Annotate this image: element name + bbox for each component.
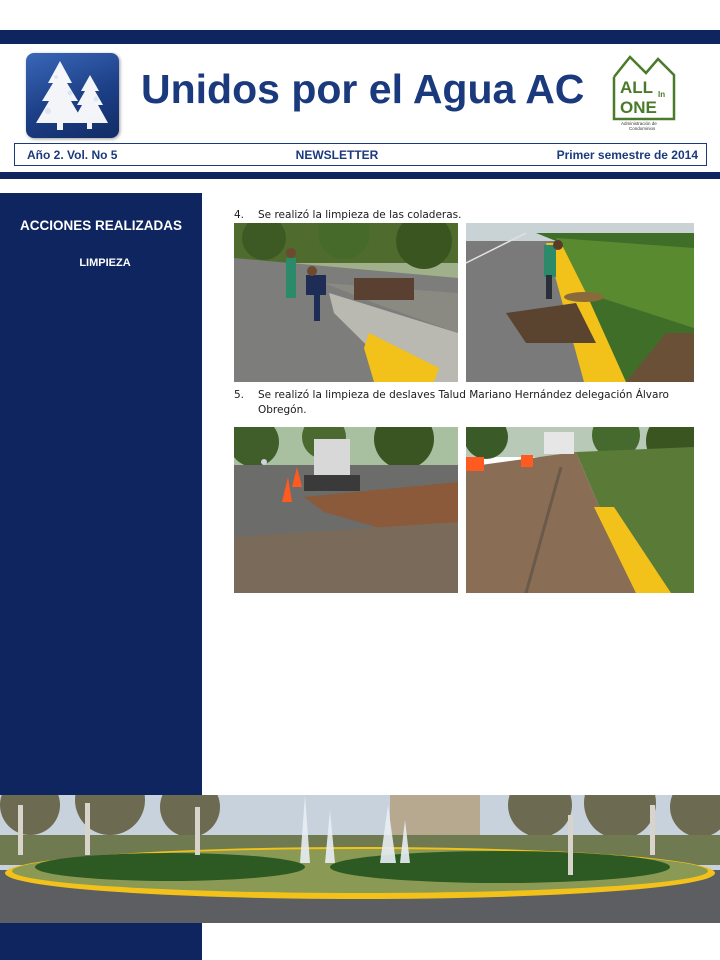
partner-logo-line2: In — [658, 90, 666, 99]
photo-landslide-cleaning-2 — [466, 427, 694, 593]
newsletter-info-bar — [14, 143, 707, 166]
partner-logo-line3: ONE — [620, 98, 657, 117]
item-number: 5. — [234, 389, 245, 401]
item-text: Se realizó la limpieza de las coladeras. — [258, 209, 462, 221]
item-text: Se realizó la limpieza de deslaves Talud Mariano Hernández delegación Álvaro Obregón. — [258, 389, 669, 416]
partner-logo-caption1: Administración de — [621, 121, 657, 126]
item-number: 4. — [234, 209, 245, 221]
issue-label: Año 2. Vol. No 5 — [27, 147, 118, 162]
photo-drain-cleaning-1 — [234, 223, 458, 382]
all-in-one-logo — [608, 53, 680, 133]
list-item-5 — [234, 388, 704, 418]
period-label: Primer semestre de 2014 — [556, 147, 698, 162]
list-item-4 — [234, 208, 704, 223]
partner-logo-caption2: Condominios — [629, 126, 656, 131]
header-top-bar — [0, 30, 720, 44]
photo-landslide-cleaning-1 — [234, 427, 458, 593]
newsletter-label: NEWSLETTER — [295, 147, 379, 162]
header-bottom-bar — [0, 172, 720, 179]
page-title: Unidos por el Agua AC — [141, 66, 585, 112]
sidebar-heading: ACCIONES REALIZADAS — [19, 218, 182, 233]
pine-trees-logo-icon — [26, 53, 119, 138]
fountain-roundabout-photo — [0, 795, 720, 923]
photo-drain-cleaning-2 — [466, 223, 694, 382]
sidebar-subheading: LIMPIEZA — [79, 257, 131, 269]
partner-logo-line1: ALL — [620, 78, 654, 97]
